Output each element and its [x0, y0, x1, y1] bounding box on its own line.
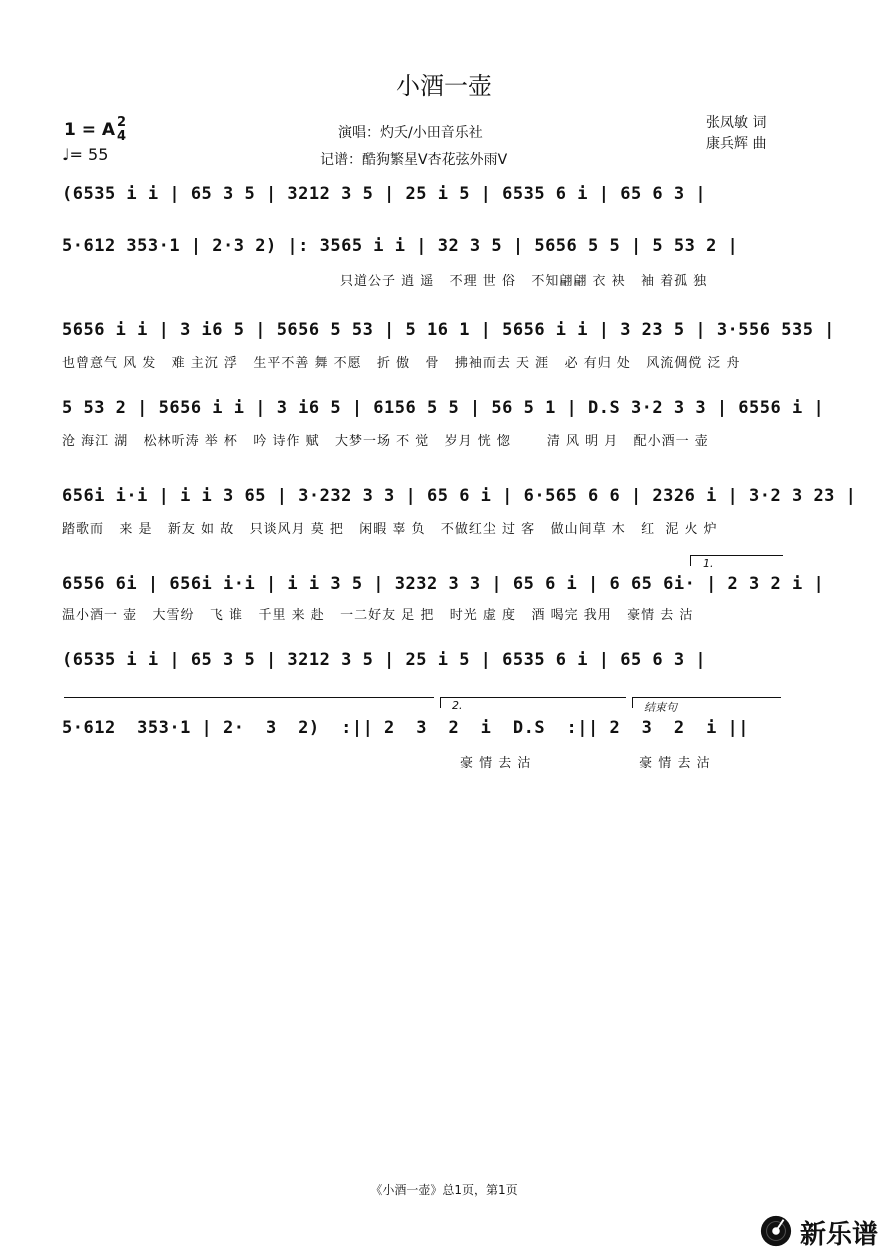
volta-bracket-1-cont: [64, 697, 434, 708]
transcriber-credit: 记谱：酷狗繁星V杏花弦外雨V: [320, 152, 508, 168]
tempo-marking: ♩= 55: [62, 145, 109, 164]
notation-row-6: 6556 6i | 656i i·i | i i 3 5 | 3232 3 3 | 65 6 i | 6 65 6i· | 2 3 2 i |: [62, 574, 825, 594]
lyricist-credit: 张凤敏 词: [706, 115, 767, 131]
time-sig-top: 2: [117, 115, 127, 130]
page-footer: 《小酒一壶》总1页，第1页: [370, 1183, 518, 1197]
notation-row-3: 5656 i i | 3 i6 5 | 5656 5 53 | 5 16 1 | 5656 i i | 3 23 5 | 3·556 535 |: [62, 320, 835, 340]
notation-row-1: (6535 i i | 65 3 5 | 3212 3 5 | 25 i 5 | 6535 6 i | 65 6 3 |: [62, 184, 707, 204]
volta-label-2: 2.: [452, 699, 463, 712]
song-title: 小酒一壶: [396, 72, 492, 100]
vinyl-record-icon: [758, 1214, 794, 1248]
notation-row-7: (6535 i i | 65 3 5 | 3212 3 5 | 25 i 5 | 6535 6 i | 65 6 3 |: [62, 650, 707, 670]
singer-credit: 演唱：灼夭/小田音乐社: [338, 125, 483, 141]
key-signature: 1 = A: [64, 120, 116, 140]
lyrics-row-6: 温小酒一 壶 大雪纷 飞 谁 千里 来 赴 一二好友 足 把 时光 虚 度 酒 喝完 我用 豪情 去 沽: [62, 608, 694, 623]
notation-row-8: 5·612 353·1 | 2· 3 2) :|| 2 3 2 i D.S :|| 2 3 2 i ||: [62, 718, 750, 738]
time-signature: [117, 116, 126, 144]
volta-label-1: 1.: [703, 557, 714, 570]
lyrics-row-2: 只道公子 逍 遥 不理 世 俗 不知翩翩 衣 袂 袖 着孤 独: [340, 274, 708, 289]
composer-credit: 康兵辉 曲: [706, 136, 767, 152]
notation-row-2: 5·612 353·1 | 2·3 2) |: 3565 i i | 32 3 5 | 5656 5 5 | 5 53 2 |: [62, 236, 739, 256]
time-sig-bottom: 4: [117, 129, 127, 144]
brand-logo-text: 新乐谱: [800, 1220, 879, 1250]
notation-row-5: 656i i·i | i i 3 65 | 3·232 3 3 | 65 6 i | 6·565 6 6 | 2326 i | 3·2 3 23 |: [62, 486, 857, 506]
lyrics-row-5: 踏歌而 来 是 新友 如 故 只谈风月 莫 把 闲暇 辜 负 不做红尘 过 客 做山间草 木 红 泥 火 炉: [62, 522, 718, 537]
lyrics-row-4: 沧 海江 湖 松林听涛 举 杯 吟 诗作 赋 大梦一场 不 觉 岁月 恍 惚 清 风 明 月 配小酒一 壶: [62, 434, 709, 449]
lyrics-row-8: 豪 情 去 沽 豪 情 去 沽: [460, 756, 711, 771]
volta-bracket-2: [440, 697, 626, 708]
lyrics-row-3: 也曾意气 风 发 难 主沉 浮 生平不善 舞 不愿 折 傲 骨 拂袖而去 天 涯 必 有归 处 风流倜傥 泛 舟: [62, 356, 741, 371]
notation-row-4: 5 53 2 | 5656 i i | 3 i6 5 | 6156 5 5 | 56 5 1 | D.S 3·2 3 3 | 6556 i |: [62, 398, 825, 418]
volta-label-ending: 结束句: [644, 701, 677, 714]
